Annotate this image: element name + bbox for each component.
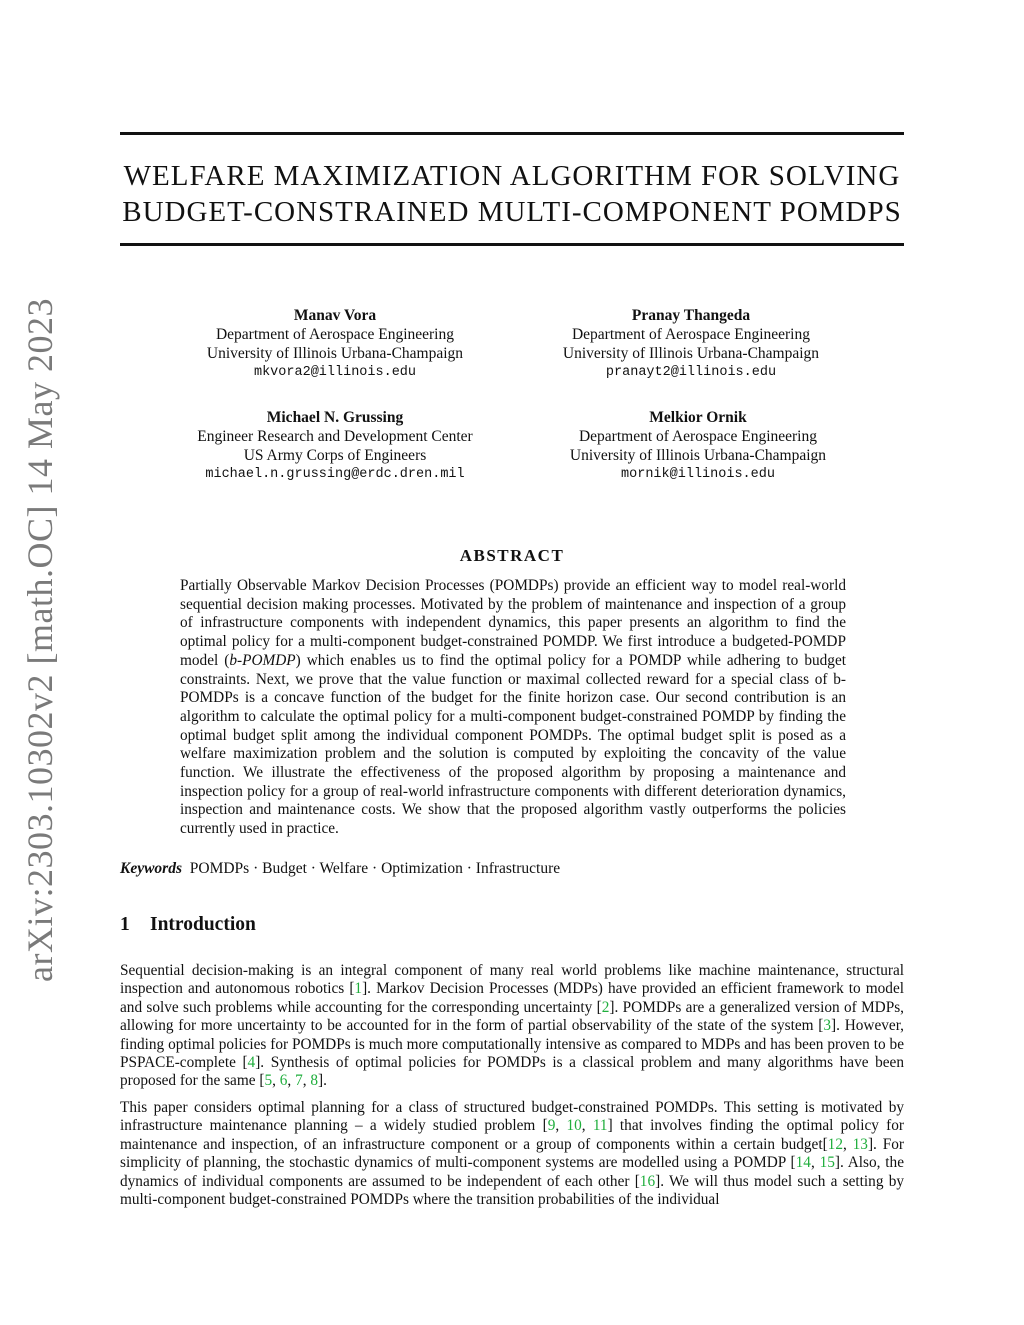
author-institution: US Army Corps of Engineers [243,447,427,464]
author-affiliation: Department of Aerospace Engineering [571,326,810,343]
intro-paragraph-2 [120,1099,904,1209]
paragraph-text: This paper considers optimal planning for a class of structured budget-constrained POMDPs. This setting is motivated by infrastructure maintenance planning – a widely studied problem [ [120,1099,904,1135]
paragraph-text: ]. However, finding optimal policies for POMDPs is much more computationally intensive as compared to MDPs and has been proven to be PSPACE-complete [ [120,1017,904,1072]
author-institution: University of Illinois Urbana-Champaign [569,447,827,464]
citation-link[interactable]: 5 [264,1072,273,1090]
citation-link[interactable]: 9 [547,1117,556,1135]
section-title: Introduction [150,914,256,935]
arxiv-id: arXiv:2303.10302v2 [math.OC] 14 May 2023 [20,298,60,982]
citation-link[interactable]: 15 [819,1154,835,1172]
paragraph-text: ]. For simplicity of planning, the stochastic dynamics of multi-component systems are modelled using a POMDP [ [120,1135,904,1172]
citation-link[interactable]: 8 [310,1072,319,1090]
paragraph-text: ]. POMDPs are a generalized version of MDPs, allowing for more uncertainty to be accounted for in the form of partial observability of the state of the system [ [120,998,904,1035]
citation-link[interactable]: 13 [852,1135,868,1153]
title-line-2: BUDGET-CONSTRAINED MULTI-COMPONENT POMDPS [122,196,902,228]
author-name: Michael N. Grussing [266,409,404,426]
citation-link[interactable]: 16 [639,1172,656,1190]
author-email[interactable]: mkvora2@illinois.edu [253,365,417,380]
paragraph-text: Sequential decision-making is an integral component of many real world problems like machine maintenance, structural inspection and autonomous robotics [ [120,962,904,998]
citation-link[interactable]: 3 [823,1017,832,1035]
author-name: Manav Vora [293,307,377,324]
author-affiliation: Department of Aerospace Engineering [215,326,454,343]
author-affiliation: Department of Aerospace Engineering [578,428,817,445]
paragraph-text: , [555,1117,567,1135]
keywords-label: Keywords [120,860,182,877]
paragraph-text: ]. Markov Decision Processes (MDPs) have provided an efficient framework to model and solve such problems while accounting for the corresponding uncertainty [ [120,980,904,1016]
abstract-body [180,577,846,839]
paragraph-text: ]. We will thus model such a setting by multi-component budget-constrained POMDPs where the transition probabilities of the individual [120,1172,905,1209]
title-rule-bottom [120,243,904,246]
keywords-line [120,860,904,878]
paragraph-text: ] that involves finding the optimal policy for maintenance and inspection, of an infrastructure component or a group of components within a certain budget[ [120,1117,904,1153]
paper-title [120,158,904,230]
abstract-emphasis: b-POMDP [229,651,296,669]
paragraph-text: , [302,1072,311,1090]
citation-link[interactable]: 7 [295,1072,303,1090]
citation-link[interactable]: 10 [566,1117,582,1135]
citation-link[interactable]: 4 [247,1054,256,1072]
intro-paragraph-1 [120,962,904,1091]
title-rule-top [120,132,904,135]
arxiv-stamp [8,298,72,982]
paragraph-text: ]. Also, the dynamics of individual components are assumed to be independent of each other [ [120,1154,904,1190]
author-institution: University of Illinois Urbana-Champaign [206,345,464,362]
author-block [170,306,500,382]
section-heading [120,914,256,936]
paragraph-text: , [581,1117,593,1135]
author-email[interactable]: pranayt2@illinois.edu [605,365,777,380]
paragraph-text: , [272,1072,280,1090]
section-number: 1 [120,914,130,935]
author-email[interactable]: michael.n.grussing@erdc.dren.mil [205,467,465,482]
citation-link[interactable]: 1 [354,980,363,998]
author-affiliation: Engineer Research and Development Center [197,428,473,445]
author-email[interactable]: mornik@illinois.edu [621,467,775,482]
abstract-text: Partially Observable Markov Decision Processes (POMDPs) provide an efficient way to model real-world sequential decision making processes. Motivated by the problem of maintenance and inspection of a group of infrastructure components with independent dynamics, this paper presents an algorithm to find the optimal policy for a multi-component budget-constrained POMDP. We first introduce a budgeted-POMDP model ( [180,577,846,669]
citation-link[interactable]: 14 [795,1154,811,1172]
abstract-heading: ABSTRACT [459,546,565,565]
author-block [170,408,500,484]
abstract-text: ) which enables us to find the optimal policy for a POMDP while adhering to budget constraints. Next, we prove that the value function or maximal collected reward for a special class of b-POMDPs is a concave function of the budget for the finite horizon case. Our second contribution is an algorithm to calculate the optimal policy for a multi-component budget-constrained POMDP by finding the optimal budget split among the individual component POMDPs. The optimal budget split is posed as a welfare maximization problem and the solution is computed by exploiting the concavity of the value function. We illustrate the effectiveness of the proposed algorithm by proposing a maintenance and inspection policy for a group of real-world infrastructure components with different deterioration dynamics, inspection and maintenance costs. We show that the proposed algorithm vastly outperforms the policies currently used in practice. [180,651,846,838]
author-name: Pranay Thangeda [631,307,751,324]
paragraph-text: , [842,1135,853,1153]
citation-link[interactable]: 2 [601,998,610,1016]
citation-link[interactable]: 12 [827,1135,843,1153]
citation-link[interactable]: 11 [592,1117,608,1135]
author-block [533,408,863,484]
keywords-list: POMDPs · Budget · Welfare · Optimization · Infrastructure [189,860,561,877]
author-block [526,306,856,382]
author-name: Melkior Ornik [649,409,747,426]
paragraph-text: ]. [318,1072,327,1090]
title-line-1: WELFARE MAXIMIZATION ALGORITHM FOR SOLVING [123,160,901,192]
paragraph-text: , [287,1072,296,1090]
paragraph-text: , [810,1154,820,1172]
citation-link[interactable]: 6 [279,1072,288,1090]
author-institution: University of Illinois Urbana-Champaign [562,345,820,362]
paragraph-text: ]. Synthesis of optimal policies for POMDPs is a classical problem and many algorithms have been proposed for the same [ [120,1054,904,1090]
